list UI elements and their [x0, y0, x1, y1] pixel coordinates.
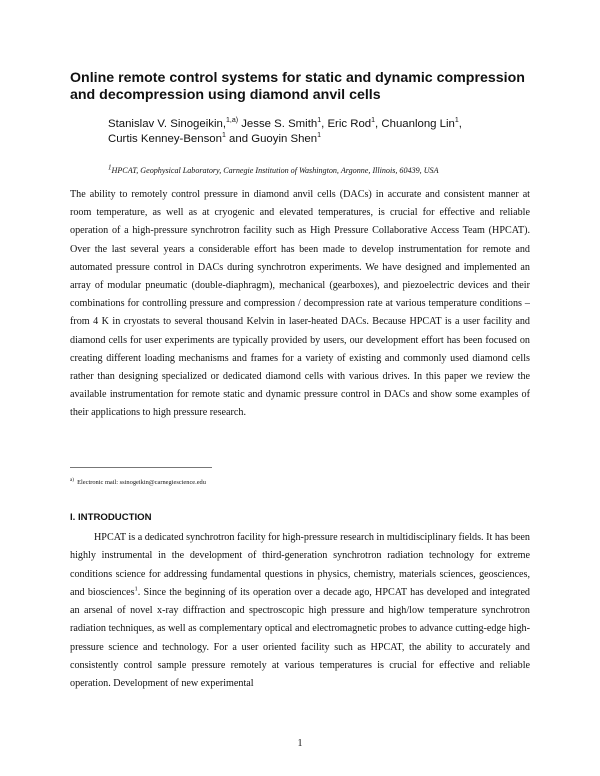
intro-text-part1: HPCAT is a dedicated synchrotron facility for high-pressure research in multidisciplinary fields. It has been highly instrumental in the development of third-generation synchrotron radiation technology for extreme conditions science for addressing fundamental questions in physics, chemistry, materials sciences, geosciences, and biosciences — [70, 532, 530, 598]
footnote — [70, 477, 530, 487]
author-separator: , — [375, 118, 382, 130]
author-name: Chuanlong Lin — [381, 118, 455, 130]
intro-text-part2: . Since the beginning of its operation over a decade ago, HPCAT has developed and integrated an arsenal of novel x-ray diffraction and spectroscopic high pressure and high/low temperature synchrotron radiation techniques, as well as complementary optical and electromagnetic probes to advance cutting-edge high-pressure science and technology. For a user oriented facility such as HPCAT, the ability to accurately and consistently control sample pressure remotely at various temperatures is crucial for effective and reliable operation. Development of new experimental — [70, 586, 530, 690]
author-name: Stanislav V. Sinogeikin, — [108, 118, 226, 130]
page-number: 1 — [297, 738, 303, 749]
affiliation-text: HPCAT, Geophysical Laboratory, Carnegie Institution of Washington, Argonne, Illinois, 60439, USA — [111, 166, 439, 175]
abstract: The ability to remotely control pressure in diamond anvil cells (DACs) in accurate and consistent manner at room temperature, as well as at cryogenic and elevated temperatures, is crucial for effective and reliable operation of a high-pressure synchrotron facility such as High Pressure Collaborative Access Team (HPCAT). Over the last several years a considerable effort has been made to develop instrumentation for remote and automated pressure control in DACs during synchrotron experiments. We have designed and implemented an array of modular pneumatic (double-diaphragm), mechanical (gearboxes), and piezoelectric devices and their combinations for controlling pressure and compression / decompression rate at various temperature conditions – from 4 K in cryostats to several thousand Kelvin in laser-heated DACs. Because HPCAT is a user facility and diamond cells for user experiments are typically provided by users, our development effort has been focused on creating different loading mechanisms and frames for a variety of existing and commonly used diamond cells rather than designing specialized or dedicated diamond cells with various drives. In this paper we review the available instrumentation for remote static and dynamic pressure control in DACs and show some examples of their applications to high pressure research. — [70, 189, 530, 419]
author-affiliation-mark: 1,a) — [226, 117, 239, 125]
author-affiliation-mark: 1 — [454, 117, 459, 125]
footnote-mark: a) — [70, 478, 74, 483]
author-affiliation-mark: 1 — [317, 132, 321, 140]
section-heading: I. INTRODUCTION — [70, 512, 152, 523]
footnote-email: Electronic mail: ssinogeikin@carnegiescience.edu — [77, 479, 206, 487]
author-name: Guoyin Shen — [251, 133, 318, 145]
citation-ref: 1 — [134, 585, 138, 593]
affiliation-mark: 1 — [108, 163, 112, 172]
author-list — [108, 117, 548, 147]
author-separator: , — [458, 118, 462, 130]
paper-title: Online remote control systems for static and dynamic compression and decompression using diamond anvil cells — [70, 70, 525, 103]
author-name: Jesse S. Smith — [241, 118, 318, 130]
introduction-paragraph — [70, 529, 530, 694]
author-name: Curtis Kenney-Benson — [108, 133, 222, 145]
author-affiliation-mark: 1 — [317, 117, 322, 125]
footnote-rule — [70, 467, 212, 468]
author-separator: and — [225, 133, 252, 145]
author-separator: , — [321, 118, 328, 130]
author-name: Eric Rod — [327, 118, 372, 130]
affiliation — [108, 163, 548, 176]
author-affiliation-mark: 1 — [221, 132, 226, 140]
author-affiliation-mark: 1 — [371, 117, 376, 125]
